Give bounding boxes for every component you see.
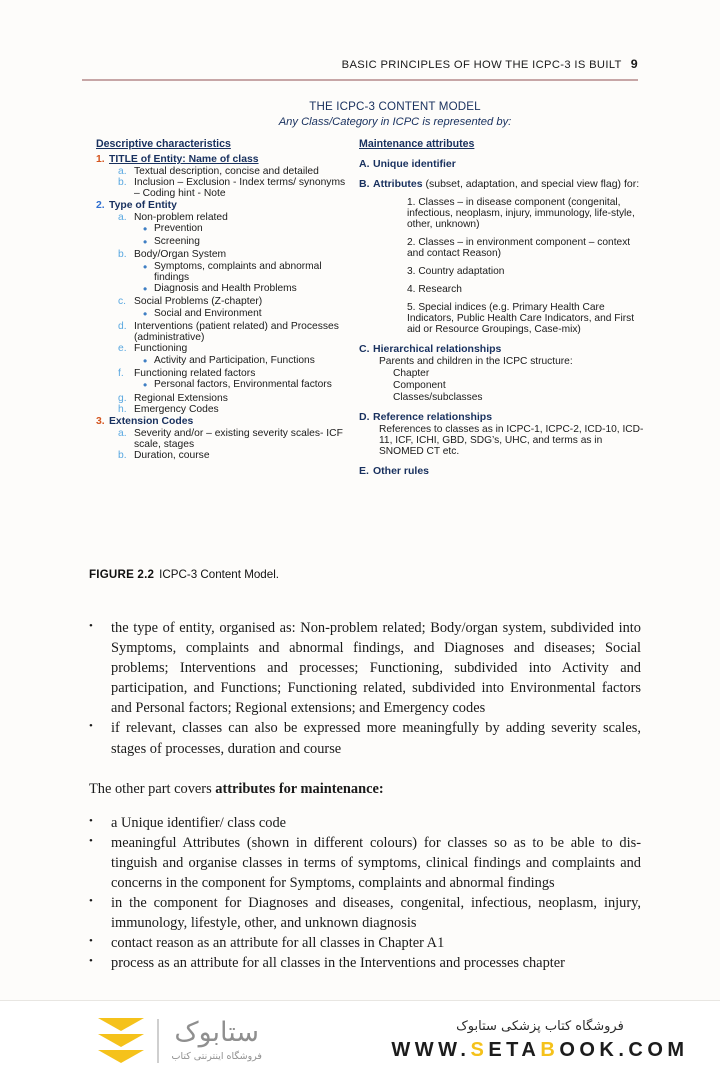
list-item xyxy=(96,404,349,415)
bullet-icon: • xyxy=(143,222,148,236)
bullet-list-top xyxy=(89,618,641,759)
list-text: Prevention xyxy=(154,223,203,234)
list-marker: a. xyxy=(118,165,127,177)
maintenance-b-sub-4: 4. Research xyxy=(407,284,462,295)
list-marker: g. xyxy=(118,392,127,404)
maintenance-b-sub-5: 5. Special indices (e.g. Primary Health Care Indicators, Public Health Care Indicators, and First aid or Resource Groupings, Case-mix) xyxy=(407,302,635,335)
list-text: Inclusion – Exclusion - Index terms/ synonyms – Coding hint - Note xyxy=(134,177,346,199)
bullet-icon: • xyxy=(89,814,93,827)
list-marker: b. xyxy=(118,450,127,462)
list-item xyxy=(96,321,349,343)
list-item xyxy=(96,355,349,368)
list-text: the type of entity, organised as: Non-problem related; Body/organ system, subdivided into Symptoms, complaints and abnormal findings, and Diagnoses and diseases; Social problems; Interventions and processes; Functioning, subdivided into Activity and participation, and Functions; Functioning related, subdivided into Environmental factors and Personal factors; Regional extensions; and Emergency codes xyxy=(111,620,641,717)
figure-columns xyxy=(96,138,644,477)
list-text: Activity and Participation, Functions xyxy=(154,354,315,366)
url-part: B xyxy=(540,1039,560,1061)
list-text: Duration, course xyxy=(134,450,210,462)
bullet-icon: • xyxy=(89,895,93,908)
list-marker: a. xyxy=(118,427,127,439)
footer-url[interactable] xyxy=(391,1039,688,1062)
bullet-icon: • xyxy=(89,955,93,968)
list-text: Hierarchical relationships xyxy=(373,343,502,355)
figure-content-model xyxy=(96,100,644,477)
figure-title: THE ICPC-3 CONTENT MODEL xyxy=(309,100,481,113)
list-text: Emergency Codes xyxy=(134,404,219,416)
list-marker: f. xyxy=(118,367,124,379)
list-item xyxy=(89,893,641,933)
paragraph-other-part xyxy=(89,779,641,799)
maintenance-item-d xyxy=(359,411,644,423)
list-text: process as an attribute for all classes in the Interventions and processes chapter xyxy=(111,955,565,972)
bullet-icon: • xyxy=(89,720,93,733)
bullet-list-bottom xyxy=(89,813,641,974)
list-marker: 3. xyxy=(96,416,105,428)
logo-divider xyxy=(157,1019,159,1063)
list-text: Body/Organ System xyxy=(134,249,227,261)
list-text: Functioning related factors xyxy=(134,367,256,379)
list-text: TITLE of Entity: Name of class xyxy=(109,154,259,165)
list-item xyxy=(96,368,349,379)
list-item xyxy=(96,200,349,211)
figure-subtitle: Any Class/Category in ICPC is represented by: xyxy=(278,116,512,128)
list-item xyxy=(96,212,349,223)
list-text: Social and Environment xyxy=(154,307,262,319)
logo-text-sub: فروشگاه اینترنتی کتاب xyxy=(171,1051,262,1062)
paragraph-bold: attributes for maintenance: xyxy=(215,780,384,797)
list-marker: C. xyxy=(359,343,370,355)
list-text: Type of Entity xyxy=(109,200,177,211)
list-marker: d. xyxy=(118,320,127,332)
list-text: Reference relationships xyxy=(373,411,493,423)
list-item xyxy=(96,296,349,307)
figure-right-column xyxy=(359,138,644,477)
list-marker: 2. xyxy=(96,200,105,211)
url-part: ETA xyxy=(488,1039,541,1061)
list-text: if relevant, classes can also be expressed more meaningfully by adding severity scales, stages of processes, duration and course xyxy=(111,720,641,757)
list-item xyxy=(96,428,349,450)
bullet-icon: • xyxy=(89,620,93,632)
left-column-heading: Descriptive characteristics xyxy=(96,138,231,150)
bullet-icon: • xyxy=(143,353,148,368)
list-item xyxy=(96,393,349,404)
list-text: Diagnosis and Health Problems xyxy=(154,283,297,295)
list-item xyxy=(96,283,349,296)
list-marker: 1. xyxy=(96,154,105,165)
maintenance-b-sub-1: 1. Classes – in disease component (congenital, infectious, neoplasm, injury, immunology, life-style, other, unknown) xyxy=(407,197,635,230)
list-item xyxy=(96,450,349,461)
bullet-icon: • xyxy=(143,235,148,250)
bullet-icon: • xyxy=(143,306,148,321)
running-head xyxy=(82,57,638,71)
footer-watermark xyxy=(0,1001,720,1080)
list-marker: b. xyxy=(118,177,127,188)
maintenance-b-sub-2: 2. Classes – in environment component – context and contact Reason) xyxy=(407,237,631,259)
maintenance-b-sub-3: 3. Country adaptation xyxy=(407,266,505,277)
list-text: Other rules xyxy=(373,465,430,477)
list-marker: A. xyxy=(359,158,370,170)
list-text: (subset, adaptation, and special view flag) for: xyxy=(422,178,640,190)
list-item xyxy=(96,308,349,321)
list-item xyxy=(96,416,349,427)
list-item xyxy=(96,236,349,249)
body-text xyxy=(89,618,641,974)
list-text: Social Problems (Z-chapter) xyxy=(134,296,263,308)
hierarchy-lead: Parents and children in the ICPC structure: xyxy=(379,356,573,367)
list-marker: e. xyxy=(118,343,127,355)
list-text: contact reason as an attribute for all classes in Chapter A1 xyxy=(111,935,445,952)
chevron-logo-icon xyxy=(98,1018,144,1063)
list-marker: E. xyxy=(359,465,369,477)
list-item xyxy=(89,718,641,758)
list-text-bold: Attributes xyxy=(373,178,423,190)
logo-wordmark xyxy=(172,1019,262,1062)
list-item xyxy=(96,379,349,392)
running-title: BASIC PRINCIPLES OF HOW THE ICPC-3 IS BUILT xyxy=(341,59,622,71)
list-item xyxy=(96,177,349,199)
list-text: Regional Extensions xyxy=(134,392,228,404)
footer-brand[interactable] xyxy=(360,1019,720,1062)
list-text: Unique identifier xyxy=(373,158,456,170)
list-marker: h. xyxy=(118,404,127,416)
list-marker: D. xyxy=(359,411,370,423)
figure-caption xyxy=(89,568,279,581)
list-item xyxy=(96,223,349,236)
list-text: meaningful Attributes (shown in different colours) for classes so as to be able to dis-tinguish and organise classes in terms of symptoms, clinical findings and complaints and concerns in the component for Symptoms, complaints and abnormal findings xyxy=(111,834,641,892)
list-item xyxy=(89,833,641,893)
list-text: Personal factors, Environmental factors xyxy=(154,379,332,391)
reference-body: References to classes as in ICPC-1, ICPC-2, ICD-10, ICD-11, ICF, ICHI, GBD, SDG’s, UHC, and terms as in SNOMED CT etc. xyxy=(379,424,644,457)
page-number: 9 xyxy=(630,57,638,71)
hierarchy-level-component: Component xyxy=(393,380,446,391)
bullet-icon: • xyxy=(143,282,148,297)
list-text: Interventions (patient related) and Processes (administrative) xyxy=(134,320,339,343)
url-part: S xyxy=(470,1039,489,1061)
list-text: in the component for Diagnoses and diseases, congenital, infectious, neoplasm, injury, immunology, lifestyle, other, and unknown diagnosis xyxy=(111,895,641,932)
hierarchy-level-classes: Classes/subclasses xyxy=(393,392,483,403)
list-item xyxy=(96,261,349,283)
right-column-heading: Maintenance attributes xyxy=(359,138,475,150)
hierarchy-level-chapter: Chapter xyxy=(393,368,430,379)
list-marker: b. xyxy=(118,249,127,261)
list-item xyxy=(89,933,641,953)
footer-logo[interactable] xyxy=(0,1018,360,1063)
list-text: Non-problem related xyxy=(134,211,228,223)
list-item xyxy=(96,249,349,260)
figure-left-column xyxy=(96,138,349,461)
list-text: Severity and/or – existing severity scales- ICF scale, stages xyxy=(134,427,343,450)
bullet-icon: • xyxy=(143,259,148,274)
list-item xyxy=(89,953,641,973)
maintenance-item-a xyxy=(359,158,644,170)
logo-text-main: ستابوک xyxy=(174,1017,260,1048)
maintenance-item-e xyxy=(359,465,644,477)
list-marker: a. xyxy=(118,211,127,223)
list-item xyxy=(96,154,349,165)
list-item xyxy=(96,343,349,354)
bullet-icon: • xyxy=(89,935,93,948)
url-part: OOK.COM xyxy=(559,1039,689,1061)
header-rule xyxy=(82,79,638,81)
list-text: Symptoms, complaints and abnormal findings xyxy=(154,260,322,283)
footer-tagline: فروشگاه کتاب پزشکی ستابوک xyxy=(456,1019,624,1034)
paragraph-lead: The other part covers xyxy=(89,780,216,797)
list-text: a Unique identifier/ class code xyxy=(111,814,287,831)
maintenance-item-b xyxy=(359,178,644,190)
url-part: WWW. xyxy=(391,1039,471,1061)
figure-caption-label: FIGURE 2.2 xyxy=(89,568,155,581)
list-item xyxy=(89,813,641,833)
maintenance-item-c xyxy=(359,343,644,355)
list-text: Textual description, concise and detailed xyxy=(134,165,319,177)
list-text: Functioning xyxy=(134,343,188,355)
bullet-icon: • xyxy=(143,378,148,393)
list-text: Screening xyxy=(154,236,200,248)
list-marker: c. xyxy=(118,296,127,308)
list-marker: B. xyxy=(359,178,370,190)
list-item xyxy=(96,166,349,177)
bullet-icon: • xyxy=(89,834,93,847)
list-text: Extension Codes xyxy=(109,416,194,428)
list-item xyxy=(89,618,641,718)
figure-caption-text: ICPC-3 Content Model. xyxy=(159,568,279,581)
